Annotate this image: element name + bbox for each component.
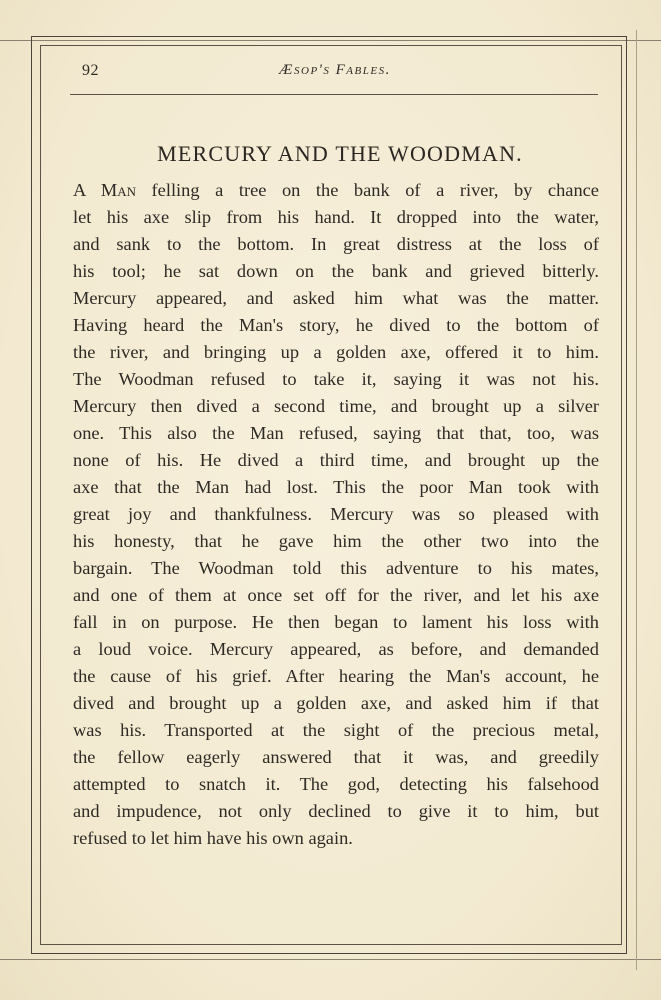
- running-title: Æsop's Fables.: [279, 62, 391, 78]
- header-rule: [70, 94, 598, 95]
- text-line: Having heard the Man's story, he dived to the bottom of: [73, 315, 599, 335]
- text-line: bargain. The Woodman told this adventure to his mates,: [73, 558, 599, 578]
- text-line: [73, 177, 599, 204]
- text-line: and sank to the bottom. In great distress at the loss of: [73, 234, 599, 254]
- text-line: dived and brought up a golden axe, and asked him if that: [73, 693, 599, 713]
- text-line: great joy and thankfulness. Mercury was so pleased with: [73, 504, 599, 524]
- text-line: and one of them at once set off for the river, and let his axe: [73, 585, 599, 605]
- fable-body: [73, 177, 599, 852]
- text-line: let his axe slip from his hand. It dropped into the water,: [73, 207, 599, 227]
- text-line: was his. Transported at the sight of the precious metal,: [73, 720, 599, 740]
- text-line: Mercury appeared, and asked him what was the matter.: [73, 288, 599, 308]
- text-line-last: refused to let him have his own again.: [73, 828, 353, 848]
- opening-smallcaps: Man: [100, 180, 136, 200]
- text-line: a loud voice. Mercury appeared, as before, and demanded: [73, 639, 599, 659]
- text-line: attempted to snatch it. The god, detecting his falsehood: [73, 774, 599, 794]
- text-line: his honesty, that he gave him the other two into the: [73, 531, 599, 551]
- text-line: the fellow eagerly answered that it was, and greedily: [73, 747, 599, 767]
- scan-edge-bottom: [0, 959, 661, 960]
- text-line: the cause of his grief. After hearing the Man's account, he: [73, 666, 599, 686]
- text-line: his tool; he sat down on the bank and grieved bitterly.: [73, 261, 599, 281]
- text-line: none of his. He dived a third time, and brought up the: [73, 450, 599, 470]
- text-line: and impudence, not only declined to give it to him, but: [73, 801, 599, 821]
- fable-title: MERCURY AND THE WOODMAN.: [157, 141, 523, 166]
- text-line: axe that the Man had lost. This the poor Man took with: [73, 477, 599, 497]
- text-line: The Woodman refused to take it, saying it was not his.: [73, 369, 599, 389]
- first-line-rest: felling a tree on the bank of a river, by chance: [151, 180, 599, 200]
- text-line: the river, and bringing up a golden axe, offered it to him.: [73, 342, 599, 362]
- page-number: 92: [82, 62, 99, 79]
- text-line: one. This also the Man refused, saying that that, too, was: [73, 423, 599, 443]
- opening-word: A: [73, 180, 86, 200]
- scan-edge-right: [636, 30, 637, 970]
- text-line: fall in on purpose. He then began to lament his loss with: [73, 612, 599, 632]
- text-line: Mercury then dived a second time, and brought up a silver: [73, 396, 599, 416]
